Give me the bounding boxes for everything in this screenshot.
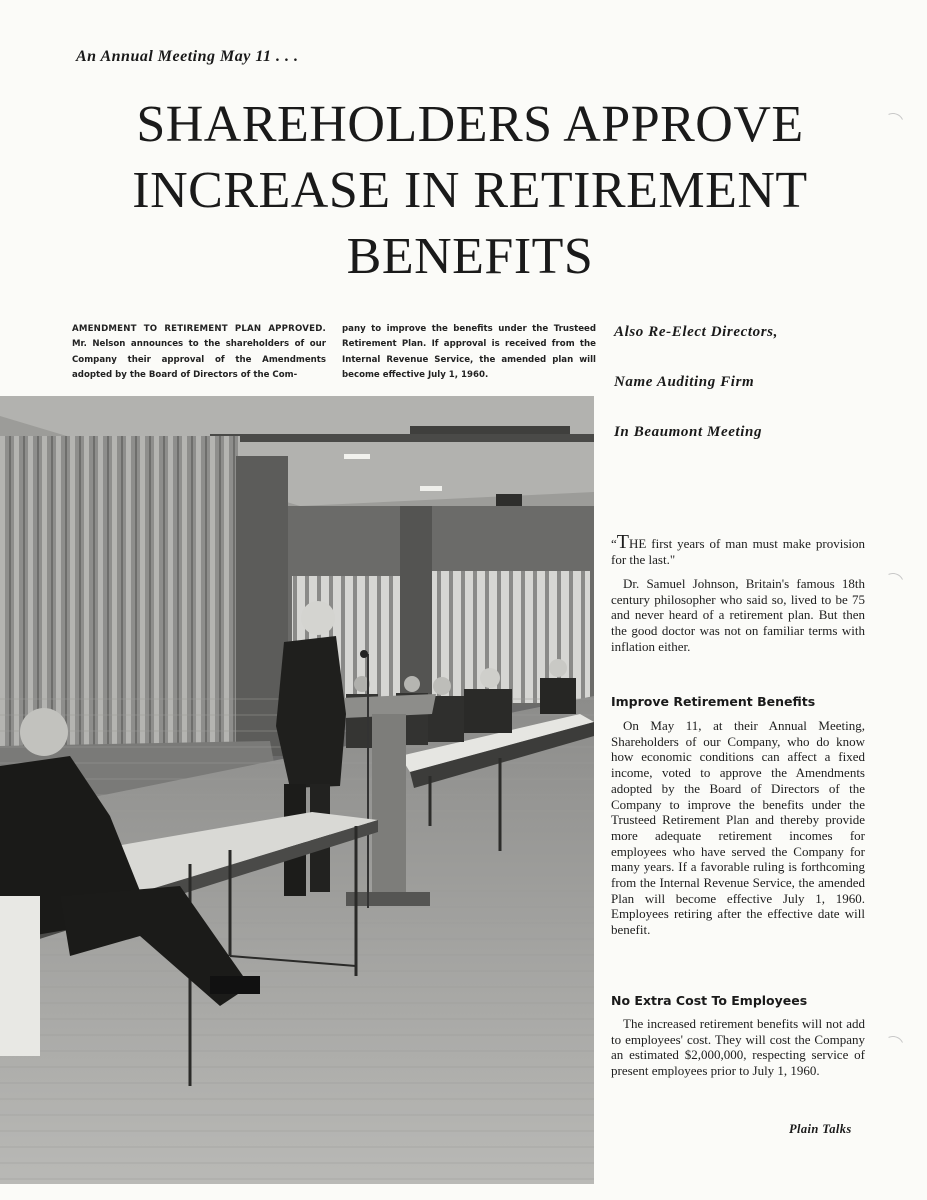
caption-col1-text: Mr. Nelson announces to the shareholders of our Company their approval of the Amendments adopted by the Board of Directors of the Com- xyxy=(72,339,326,381)
caption-lead: AMENDMENT TO RETIREMENT PLAN APPROVED. xyxy=(72,324,326,334)
meeting-photo xyxy=(0,396,594,1184)
section-body-no-cost: The increased retirement benefits will not add to employees' cost. They will cost the Company an estimated $2,000,000, respecting service of present employees prior to July 1, 1960. xyxy=(611,1016,865,1079)
meeting-photo-illustration xyxy=(0,396,594,1184)
section-body-improve: On May 11, at their Annual Meeting, Shareholders of our Company, who do know how economic conditions can affect a fixed income, voted to approve the Amendments adopted by the Board of Directors of the Company to improve the benefits under the Trusteed Retirement Plan and thereby provide more adequate retirement incomes for employees who have served the Company for many years. If a favorable ruling is forthcoming from the Internal Revenue Service, the amended Plan will become effective July 1, 1960. Employees retiring after the effective date will benefit. xyxy=(611,718,865,938)
punch-hole-mark xyxy=(879,1033,907,1061)
section-body-improve-block xyxy=(611,718,865,938)
subhead-1: Also Re-Elect Directors, xyxy=(614,324,778,340)
section-body-no-cost-block xyxy=(611,1016,865,1079)
intro-paragraph-block xyxy=(611,576,865,655)
photo-caption-col-2: pany to improve the benefits under the Trusteed Retirement Plan. If approval is received from the Internal Revenue Service, the amended plan will become effective July 1, 1960. xyxy=(342,324,596,381)
headline-line-1: SHAREHOLDERS APPROVE xyxy=(136,96,804,153)
intro-paragraph: Dr. Samuel Johnson, Britain's famous 18th century philosopher who said so, lived to be 75 and never heard of a retirement plan. But then the good doctor was not on familiar terms with inflation either. xyxy=(611,576,865,654)
headline-line-3: BENEFITS xyxy=(346,228,594,285)
section-heading-improve: Improve Retirement Benefits xyxy=(611,694,816,709)
headline-line-2: INCREASE IN RETIREMENT xyxy=(132,162,808,219)
kicker: An Annual Meeting May 11 . . . xyxy=(76,48,299,65)
punch-hole-mark xyxy=(879,570,907,598)
photo-caption-col-1 xyxy=(72,322,326,384)
opening-quote: “THE first years of man must make provision for the last." xyxy=(611,531,865,567)
punch-hole-mark xyxy=(879,110,907,138)
subhead-2: Name Auditing Firm xyxy=(614,374,755,390)
quote-block xyxy=(611,531,865,567)
quote-text: HE first years of man must make provision for the last." xyxy=(611,536,865,567)
drop-cap: T xyxy=(616,531,629,553)
subhead-3: In Beaumont Meeting xyxy=(614,424,763,440)
headline xyxy=(60,92,880,290)
section-heading-no-cost: No Extra Cost To Employees xyxy=(611,993,808,1008)
footer-publication: Plain Talks xyxy=(789,1122,852,1136)
